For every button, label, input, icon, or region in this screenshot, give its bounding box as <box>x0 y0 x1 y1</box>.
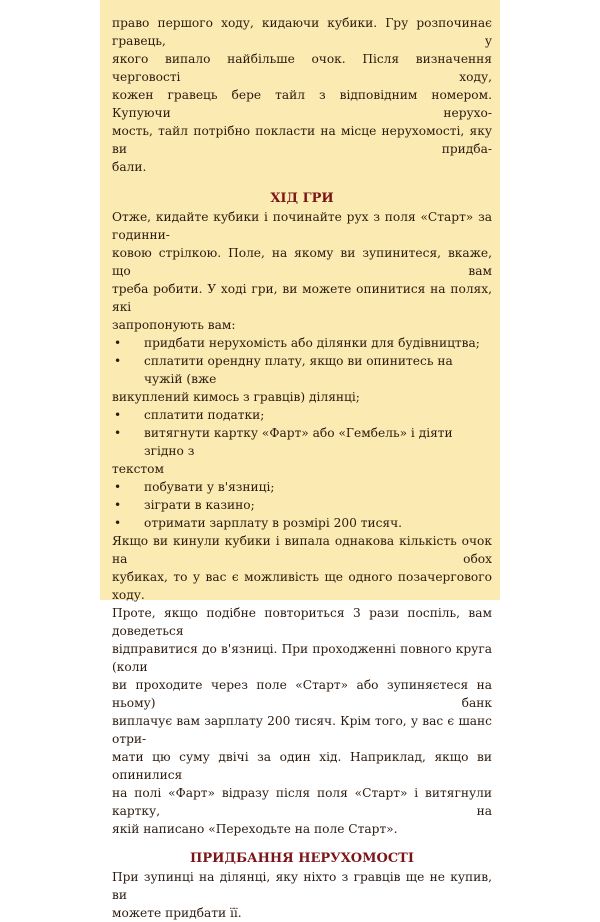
bullet-icon: • <box>114 408 122 422</box>
bullet-icon: • <box>114 426 122 440</box>
text-line: мати цю суму двічі за один хід. Наприклад, якщо ви опинилися <box>112 750 492 782</box>
list-item <box>112 514 492 532</box>
section-heading-gameplay: ХІД ГРИ <box>270 191 334 206</box>
list-item <box>112 424 492 478</box>
list-item <box>112 478 492 496</box>
text-line: Якщо ви кинули кубики і випала однакова кількість очок на обох <box>112 534 492 566</box>
bullet-icon: • <box>114 498 122 512</box>
paragraph-turn-order <box>112 14 492 176</box>
text-line: мость, тайл потрібно покласти на місце нерухомості, яку ви придба- <box>112 124 492 156</box>
list-item-text: побувати у в'язниці; <box>144 480 275 494</box>
text-line: запропонують вам: <box>112 318 236 332</box>
list-item-text: сплатити податки; <box>144 408 265 422</box>
text-line: якій написано «Переходьте на поле Старт». <box>112 822 398 836</box>
text-line: кубиках, то у вас є можливість ще одного позачергового ходу. <box>112 570 492 602</box>
paragraph-buying-property <box>112 868 492 922</box>
text-line: бали. <box>112 160 147 174</box>
list-item-text: текстом <box>112 462 164 476</box>
text-line: якого випало найбільше очок. Після визначення черговості ходу, <box>112 52 492 84</box>
text-line: можете придбати її. <box>112 906 242 920</box>
list-item <box>112 352 492 406</box>
list-item-text: зіграти в казино; <box>144 498 255 512</box>
bullet-icon: • <box>114 354 122 368</box>
section-heading-buying-property: ПРИДБАННЯ НЕРУХОМОСТІ <box>190 851 414 866</box>
paragraph-doubles-salary <box>112 532 492 838</box>
bullet-icon: • <box>114 480 122 494</box>
list-item-text: отримати зарплату в розмірі 200 тисяч. <box>144 516 403 530</box>
list-item-text: викуплений кимось з гравців) ділянці; <box>112 390 360 404</box>
list-item-text: придбати нерухомість або ділянки для будівництва; <box>144 336 480 350</box>
text-line: право першого ходу, кидаючи кубики. Гру розпочинає гравець, у <box>112 16 492 48</box>
text-line: ковою стрілкою. Поле, на якому ви зупинитеся, вкаже, що вам <box>112 246 492 278</box>
rulebook-page <box>100 0 500 920</box>
options-list <box>112 334 492 532</box>
text-line: При зупинці на ділянці, яку ніхто з гравців ще не купив, ви <box>112 870 492 902</box>
text-line: відправитися до в'язниці. При проходженні повного круга (коли <box>112 642 492 674</box>
paragraph-gameplay-intro <box>112 208 492 334</box>
text-line: Проте, якщо подібне повториться 3 рази поспіль, вам доведеться <box>112 606 492 638</box>
text-line: треба робити. У ході гри, ви можете опинитися на полях, які <box>112 282 492 314</box>
text-line: Отже, кидайте кубики і починайте рух з поля «Старт» за годинни- <box>112 210 492 242</box>
text-line: кожен гравець бере тайл з відповідним номером. Купуючи нерухо- <box>112 88 492 120</box>
bullet-icon: • <box>114 516 122 530</box>
text-line: ви проходите через поле «Старт» або зупиняєтеся на ньому) банк <box>112 678 492 710</box>
list-item <box>112 496 492 514</box>
bullet-icon: • <box>114 336 122 350</box>
list-item <box>112 406 492 424</box>
list-item-text: витягнути картку «Фарт» або «Гембель» і діяти згідно з <box>144 426 453 458</box>
list-item-text: сплатити орендну плату, якщо ви опинитесь на чужій (вже <box>144 354 453 386</box>
text-line: виплачує вам зарплату 200 тисяч. Крім того, у вас є шанс отри- <box>112 714 492 746</box>
list-item <box>112 334 492 352</box>
text-line: на полі «Фарт» відразу після поля «Старт» і витягнули картку, на <box>112 786 492 818</box>
